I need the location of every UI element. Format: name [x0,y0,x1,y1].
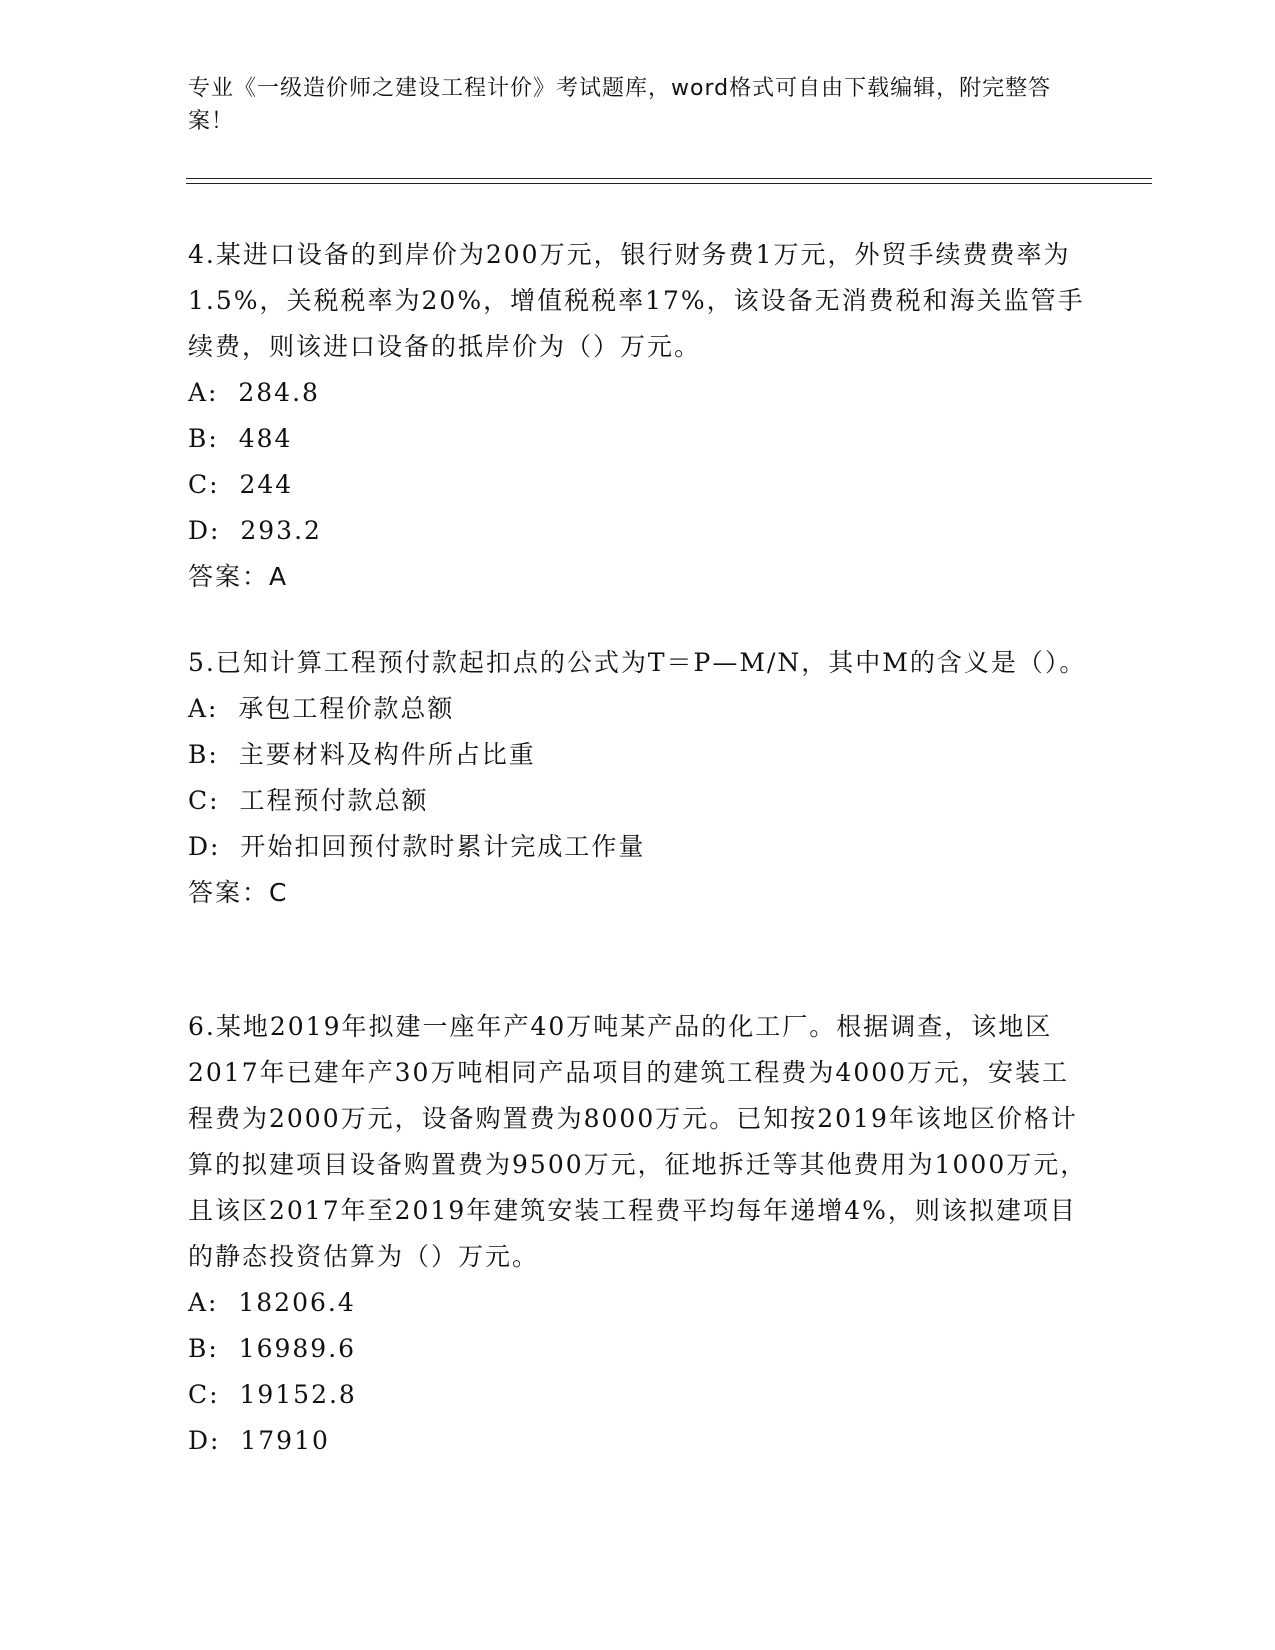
option-d: D: 开始扣回预付款时累计完成工作量 [188,832,646,861]
question-6 [188,1004,1088,1464]
option-b: B: 16989.6 [188,1334,357,1363]
option-b: B: 主要材料及构件所占比重 [188,740,536,769]
option-c: C: 19152.8 [188,1380,357,1409]
option-d: D: 17910 [188,1426,330,1455]
option-d: D: 293.2 [188,516,322,545]
option-c: C: 工程预付款总额 [188,786,429,815]
option-a: A: 18206.4 [188,1288,356,1317]
question-stem: 6.某地2019年拟建一座年产40万吨某产品的化工厂。根据调查，该地区2017年已建年产30万吨相同产品项目的建筑工程费为4000万元，安装工程费为2000万元，设备购置费为8000万元。已知按2019年该地区价格计算的拟建项目设备购置费为9500万元，征地拆迁等其他费用为1000万元，且该区2017年至2019年建筑安装工程费平均每年递增4%，则该拟建项目的静态投资估算为（）万元。 [188,1012,1088,1271]
question-4 [188,232,1088,600]
answer-line: 答案：C [188,878,289,907]
option-c: C: 244 [188,470,294,499]
header-divider-bottom [186,183,1152,184]
option-a: A: 284.8 [188,378,320,407]
document-header [188,72,1068,138]
header-divider-top [186,178,1152,179]
option-a: A: 承包工程价款总额 [188,694,455,723]
question-stem: 5.已知计算工程预付款起扣点的公式为T＝P—M/N，其中M的含义是（）。 [188,648,1087,677]
question-5 [188,640,1088,916]
option-b: B: 484 [188,424,293,453]
answer-line: 答案：A [188,562,289,591]
question-stem: 4.某进口设备的到岸价为200万元，银行财务费1万元，外贸手续费费率为1.5%，关税税率为20%，增值税税率17%，该设备无消费税和海关监管手续费，则该进口设备的抵岸价为（）万元。 [188,240,1085,361]
header-text: 专业《一级造价师之建设工程计价》考试题库，word格式可自由下载编辑，附完整答案！ [188,76,1052,134]
